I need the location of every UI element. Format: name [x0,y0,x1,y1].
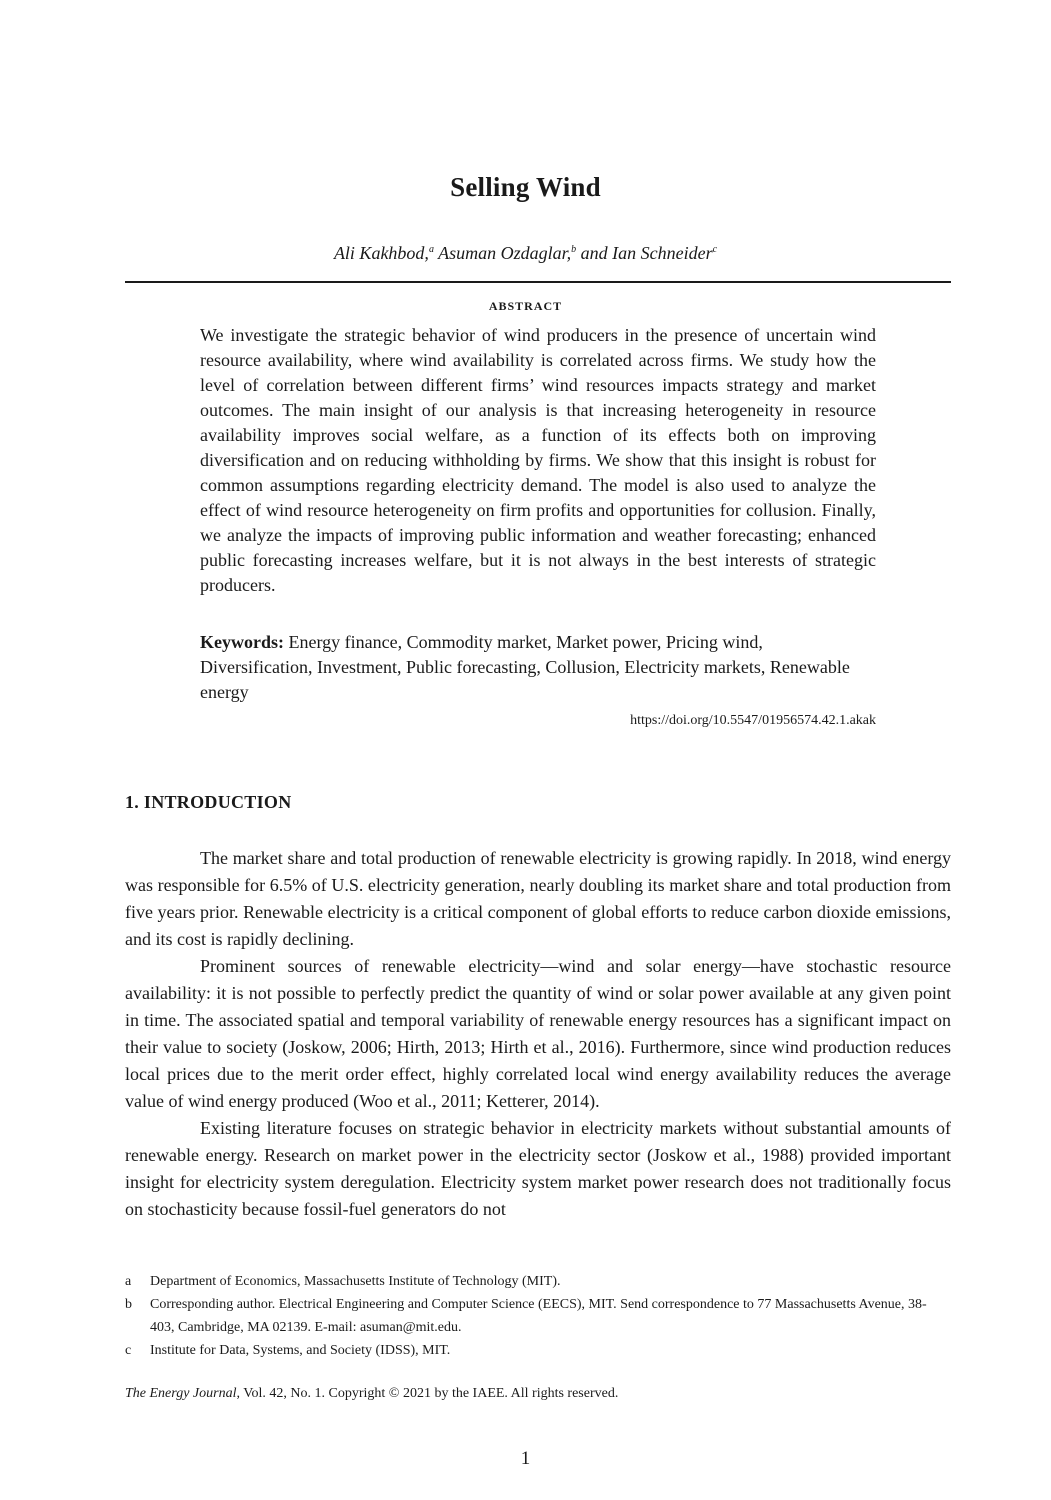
footnote-mark: b [125,1297,132,1312]
paper-title: Selling Wind [450,172,601,202]
body-paragraph: Prominent sources of renewable electricity—wind and solar energy—have stochastic resource availability: it is not possible to perfectly predict the quantity of wind or solar power available at any given point in time. The associated spatial and temporal variability of renewable energy resources has a significant impact on their value to society (Joskow, 2006; Hirth, 2013; Hirth et al., 2016). Furthermore, since wind production reduces local prices due to the merit order effect, highly correlated local wind energy availability reduces the average value of wind energy produced (Woo et al., 2011; Ketterer, 2014). [125,956,951,1111]
journal-citation [125,1386,618,1402]
section-heading: 1. INTRODUCTION [125,792,292,812]
journal-details: , Vol. 42, No. 1. Copyright © 2021 by the IAEE. All rights reserved. [236,1386,619,1401]
footnote-text: Institute for Data, Systems, and Society (IDSS), MIT. [150,1343,451,1358]
footnote-mark: c [125,1343,132,1358]
author-list [0,243,1051,264]
footnote-text: Corresponding author. Electrical Engineering and Computer Science (EECS), MIT. Send correspondence to 77 Massachusetts Avenue, 38-403, Cambridge, MA 02139. E-mail: asuman@mit.edu. [150,1297,927,1335]
footnote-text: Department of Economics, Massachusetts Institute of Technology (MIT). [150,1274,561,1289]
author-affiliation-mark: b [571,244,577,255]
title-divider [125,281,951,283]
author-name: Ali Kakhbod, [333,243,429,263]
section-body [125,845,951,1223]
keywords-label: Keywords: [200,632,284,652]
footnote-mark: a [125,1274,132,1289]
keywords-list: Energy finance, Commodity market, Market power, Pricing wind, Diversification, Investment, Public forecasting, Collusion, Electricity markets, Renewable energy [200,632,850,702]
doi-link[interactable]: https://doi.org/10.5547/01956574.42.1.akak [630,713,876,728]
footnotes [125,1270,951,1362]
author-name: and Ian Schneider [580,243,713,263]
footnote [125,1270,951,1293]
journal-name: The Energy Journal [125,1386,237,1401]
abstract-heading: ABSTRACT [488,299,563,313]
author-affiliation-mark: c [712,244,718,255]
keywords [200,630,876,705]
body-paragraph: The market share and total production of renewable electricity is growing rapidly. In 2018, wind energy was responsible for 6.5% of U.S. electricity generation, nearly doubling its market share and total production from five years prior. Renewable electricity is a critical component of global efforts to reduce carbon dioxide emissions, and its cost is rapidly declining. [125,848,951,949]
page-number: 1 [520,1448,531,1469]
body-paragraph: Existing literature focuses on strategic behavior in electricity markets without substantial amounts of renewable energy. Research on market power in the electricity sector (Joskow et al., 1988) provided important insight for electricity system deregulation. Electricity system market power research does not traditionally focus on stochasticity because fossil-fuel generators do not [125,1118,951,1219]
footnote [125,1339,951,1362]
footnote [125,1293,951,1339]
author-name: Asuman Ozdaglar, [438,243,572,263]
abstract-text: We investigate the strategic behavior of wind producers in the presence of uncertain wind resource availability, where wind availability is correlated across firms. We study how the level of correlation between different firms’ wind resources impacts strategy and market outcomes. The main insight of our analysis is that increasing heterogeneity in resource availability improves social welfare, as a function of its effects both on improving diversification and on reducing withholding by firms. We show that this insight is robust for common assumptions regarding electricity demand. The model is also used to analyze the effect of wind resource heterogeneity on firm profits and opportunities for collusion. Finally, we analyze the impacts of improving public information and weather forecasting; enhanced public forecasting increases welfare, but it is not always in the best interests of strategic producers. [200,325,876,595]
author-affiliation-mark: a [428,244,434,255]
